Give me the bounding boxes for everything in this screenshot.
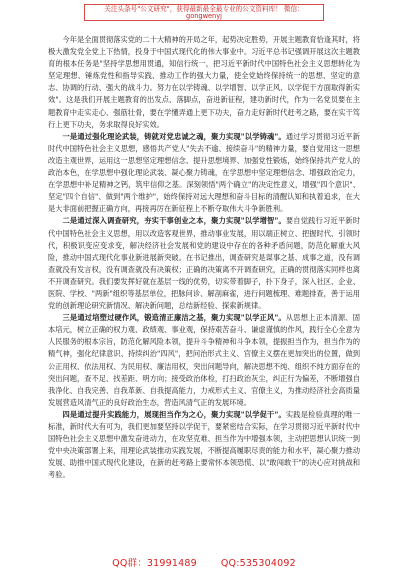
paragraph-point-1: [48, 131, 360, 216]
paragraph-point-4: [48, 409, 360, 482]
banner-text: 关注头条号"公文研究"，获得最新最全最专业的公文资料库！ 微信：gongwenyj: [104, 4, 304, 20]
paragraph-text: 实践是检验真理的唯一标准，新时代大有可为，我们更加要坚持以学促干，要紧密结合实际，在学习贯彻习近平新时代中国特色社会主义思想中激发奋进动力，在攻坚克难、担当作为中增强本领，主动把思想认识统一到党中央决策部署上来，用理论武装推动实践发展，不断提高履职尽责的能力和水平，凝心聚力推动发展、助推中国式现代化建设，在新的赶考路上要常怀本领恐慌、以"敢闯敢干"的决心应对挑战和考验。: [48, 409, 360, 480]
paragraph-text: 今年是全面贯彻落实党的二十大精神的开局之年，起势决定胜势，开展主题教育恰逢其时，将极大激发党全党上下热情，投身于中国式现代化的伟大事业中。习近平总书记强调开展这次主题教育的根本任务是"坚持学思想用贯通，知信行统一，把习近平新时代中国特色社会主义思想转化为坚定理想、锤炼党性和指导实践、推动工作的强大力量，使全党始终保持统一的思想、坚定的意志、协调的行动、强大的战斗力。努力在以学铸魂、以学增智、以学正风、以学促干方面取得新实效"。这是我们开展主题教育的出发点、落脚点，奋进新征程，建功新时代，作为一名党员要在主题教育中走实走心、强筋壮骨，要在学懂弄通上更下功夫，奋力走好新时代赶考之路，要在实干笃行上更下功夫，务求取得良好实效。: [48, 35, 360, 129]
paragraph-lead: 二是通过深入调查研究，夯实干事创业之本，聚力实现"以学增智"。: [62, 216, 286, 226]
paragraph-lead: 四是通过提升实践能力，展现担当作为之心，聚力实现"以学促干"。: [62, 409, 286, 419]
footer-qq-group: QQ群：31991489: [112, 558, 197, 569]
paragraph-text: 通过学习贯彻习近平新时代中国特色社会主义思想，感悟共产党人"失去不逾、接续奋斗"的精神力量，要自觉用这一思想改造主观世界，运用这一思想坚定理想信念、提升思想境界、加强党性锻炼，始终保持共产党人的政治本色，在学思想中强化理论武装、凝心聚力铸魂，在学思想中坚定理想信念、增强政治定力，在学思想中补足精神之钙，筑牢信仰之基。深刻领悟"两个确立"的决定性意义，增强"四个意识"、坚定"四个自信"、做到"两个维护"，始终保持对远大理想和奋斗目标的清醒认知和执着追求，在大是大非面前把握正确方向，再接再厉在新征程上不断夺取伟大斗争新胜利。: [48, 131, 360, 214]
paragraph-intro: [48, 34, 360, 131]
document-body: [48, 34, 360, 552]
paragraph-text: 从思想上正本清源、固本培元，树立正确的权力观、政绩观、事业观，保持艰苦奋斗、谦虚谨慎的作风，践行全心全意为人民服务的根本宗旨，防范化解风险本领，提升斗争精神和斗争本领，提振担当作为，担当作为的精气神，强化纪律意识、持续纠治"四风"，把问治形式主义、官僚主义摆在更加突出的位置，做到公正用权、依法用权、为民用权、廉洁用权，突出问题导向，解决思想不纯、组织不纯方面存在的突出问题，查不足、找差距、明方向；接受政治体检，打扫政治灰尘，纠正行为偏差，不断增强自我净化、自我完善、自我革新、自我提高能力，力戒形式主义、官僚主义，为推动经济社会高质量发展营造风清气正的良好政治生态，营造风清气正的发展环境。: [48, 313, 360, 407]
footer-qq-number: QQ:535304092: [220, 558, 296, 569]
paragraph-text: 要自觉践行习近平新时代中国特色社会主义思想，用以改造客观世界，推动事业发展，用以端正树立、把握时代、引领时代，积极识变应变求变，解决经济社会发展和党的建设中存在的各种矛盾问题，防范化解重大风险，推动中国式现代化事业新进展新突破。在书记推出，调查研究是谋事之基、成事之道，没有调查就没有发言权，没有调查就没有决策权；正确的决策离不开调查研究，正确的贯彻落实同样也离不开调查研究。我们要发挥好就在基层一线的优势，切实带着脚子，扑下身子，深入社区、企业、医院、学校、"两新"组织等基层单位，把脉问诊、解剖麻雀，进行问题梳理、难题排查，善于运用党的创新理论研究新情况、解决新问题，总结新经验、探索新规律。: [48, 216, 360, 311]
paragraph-lead: 一是通过强化理论武装，铸就对党忠诚之魂，聚力实现"以学铸魂"。: [62, 131, 286, 141]
header-promo-banner: [84, 4, 324, 21]
paragraph-point-2: [48, 215, 360, 312]
paragraph-lead: 三是通过培塑过硬作风，锻造清正廉洁之基，聚力实现"以学正风"。: [62, 313, 286, 323]
footer-contact: [0, 557, 408, 571]
paragraph-point-3: [48, 312, 360, 409]
